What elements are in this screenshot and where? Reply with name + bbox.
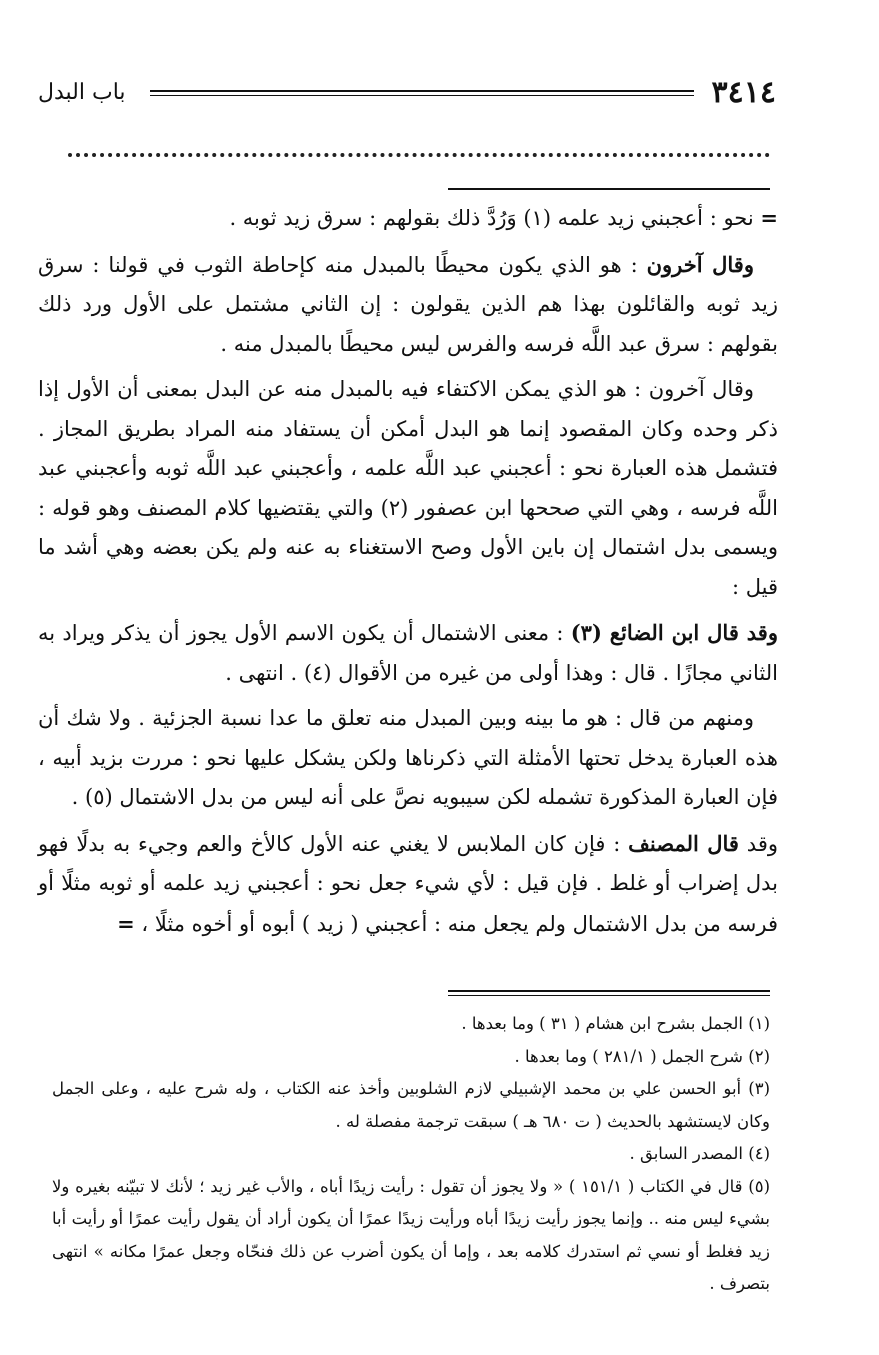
footnote-4: (٤) المصدر السابق . xyxy=(629,1144,770,1163)
continuation-rule xyxy=(448,188,770,190)
footnote-rule xyxy=(448,990,770,992)
paragraph-2-text: وقال آخرون : هو الذي يمكن الاكتفاء فيه بالمبدل منه عن البدل بمعنى أن الأول إذا ذكر وحده وكان المقصود إنما هو البدل أمكن أن يستفاد منه المراد بطريق المجاز . فتشمل هذه العبارة نحو : أعجبني عبد اللَّه علمه ، وأعجبني عبد اللَّه ثوبه وأعجبني عبد اللَّه فرسه ، وهي التي صححها ابن عصفور (٢) والتي يقتضيها كلام المصنف وهو قوله : ويسمى بدل اشتمال إن باين الأول وصح الاستغناء به عنه ولم يكن بعضه وهي أشد ما قيل : xyxy=(38,377,778,599)
paragraph-2 xyxy=(38,370,778,607)
footnotes xyxy=(52,1008,770,1301)
dotted-separator xyxy=(68,153,770,157)
footnote-5: (٥) قال في الكتاب ( ١٥١/١ ) « ولا يجوز أن تقول : رأيت زيدًا أباه ، والأب غير زيد ؛ لأنك لا تبيّنه بغيره ولا بشيء ليس منه .. وإنما يجوز رأيت زيدًا أباه ورأيت زيدًا عمرًا أن يكون أراد أن يقول رأيت عمرًا أو رأيت أبا زيد فغلط أو نسي ثم استدرك كلامه بعد ، وإما أن يكون أضرب عن ذلك فنحّاه وجعل عمرًا مكانه » انتهى بتصرف . xyxy=(52,1176,771,1293)
paragraph-4 xyxy=(38,699,778,818)
paragraph-5-prefix: وقد xyxy=(746,831,778,856)
paragraph-5-text: : فإن كان الملابس لا يغني عنه الأول كالأخ والعم وجيء به بدلًا فهو بدل إضراب أو غلط . فإن قيل : لأي شيء جعل نحو : أعجبني زيد علمه أو ثوبه مثلًا أو فرسه من بدل الاشتمال ولم يجعل منه : أعجبني ( زيد ) أبوه أو أخوه مثلًا ، xyxy=(38,831,778,936)
paragraph-1 xyxy=(38,245,778,365)
footnote-rule-thin xyxy=(448,995,770,996)
paragraph-1-lead: وقال آخرون xyxy=(646,251,754,277)
page-header xyxy=(38,70,776,116)
chapter-title: باب البدل xyxy=(38,80,126,105)
continuation-mark: = xyxy=(760,205,778,230)
continued-line xyxy=(38,198,778,239)
paragraph-3 xyxy=(38,613,778,693)
header-rule xyxy=(150,90,694,96)
paragraph-3-text: : معنى الاشتمال أن يكون الاسم الأول يجوز أن يذكر ويراد به الثاني مجازًا . قال : وهذا أولى من غيره من الأقوال (٤) . انتهى . xyxy=(38,621,778,685)
paragraph-5 xyxy=(38,824,778,945)
main-text xyxy=(38,198,778,950)
paragraph-4-text: ومنهم من قال : هو ما بينه وبين المبدل منه تعلق ما عدا نسبة الجزئية . ولا شك أن هذه العبارة يدخل تحتها الأمثلة التي ذكرناها ولكن يشكل عليها نحو : مررت بزيد أبيه ، فإن العبارة المذكورة تشمله لكن سيبويه نصَّ على أنه ليس من بدل الاشتمال (٥) . xyxy=(38,706,778,809)
paragraph-3-lead: وقد قال ابن الضائع (٣) xyxy=(570,620,778,645)
footnote-3: (٣) أبو الحسن علي بن محمد الإشبيلي لازم الشلوبين وأخذ عنه الكتاب ، وله شرح عليه ، وعلى الجمل وكان لايستشهد بالحديث ( ت ٦٨٠ هـ ) سبقت ترجمة مفصلة له . xyxy=(52,1079,770,1131)
footnote-1: (١) الجمل بشرح ابن هشام ( ٣١ ) وما بعدها . xyxy=(461,1014,770,1033)
page-number: ٣٤١٤ xyxy=(711,75,776,110)
footnote-2: (٢) شرح الجمل ( ٢٨١/١ ) وما بعدها . xyxy=(514,1046,770,1066)
continued-line-text: نحو : أعجبني زيد علمه (١) وَرُدَّ ذلك بقولهم : سرق زيد ثوبه . xyxy=(229,206,754,230)
end-continuation-mark: = xyxy=(117,910,135,936)
paragraph-5-lead: قال المصنف xyxy=(628,830,739,856)
paragraph-1-text: : هو الذي يكون محيطًا بالمبدل منه كإحاطة الثوب في قولنا : سرق زيد ثوبه والقائلون بهذا هم الذين يقولون : إن الثاني مشتمل على الأول ورد ذلك بقولهم : سرق عبد اللَّه فرسه والفرس ليس محيطًا بالمبدل منه . xyxy=(38,252,778,356)
